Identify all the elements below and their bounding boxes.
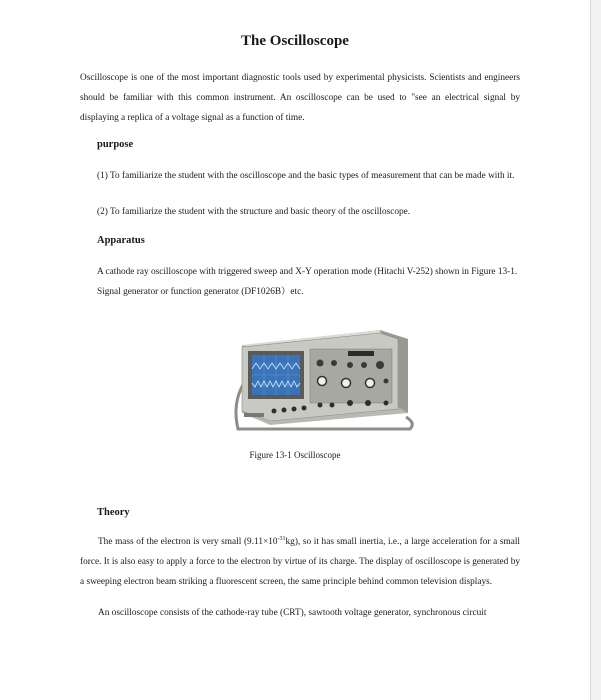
theory-text-b: kg), so it has small inertia, i.e., a large acceleration for a small force. It is also easy to apply a force to the electron by virtue of its charge. The display of oscilloscope is generated by a sweeping electron beam striking a fluorescent screen, the same principle behind common television displays. <box>80 537 520 587</box>
knob <box>317 360 324 367</box>
knob <box>376 361 384 369</box>
theory-text-a: The mass of the electron is very small (9.11×10 <box>98 537 278 547</box>
knob <box>331 360 337 366</box>
purpose-heading: purpose <box>97 139 134 150</box>
theory-paragraph-2: An oscilloscope consists of the cathode-ray tube (CRT), sawtooth voltage generator, synchronous circuit <box>98 608 487 618</box>
page-edge <box>591 0 601 700</box>
knob-large <box>318 377 327 386</box>
foot <box>244 413 264 417</box>
knob-large <box>342 379 351 388</box>
knob <box>384 379 389 384</box>
oscilloscope-image <box>230 325 425 435</box>
page-title: The Oscilloscope <box>241 33 349 49</box>
knob-large <box>366 379 375 388</box>
apparatus-paragraph: A cathode ray oscilloscope with triggered sweep and X-Y operation mode (Hitachi V-252) shown in Figure 13-1. Signal generator or function generator (DF1026B）etc. <box>97 267 518 297</box>
figure-caption: Figure 13-1 Oscilloscope <box>249 450 341 460</box>
knob <box>347 362 353 368</box>
purpose-item-1: (1) To familiarize the student with the oscilloscope and the basic types of measurement that can be made with it. <box>97 171 515 181</box>
knob <box>361 362 367 368</box>
theory-paragraph-1 <box>80 532 520 592</box>
apparatus-heading: Apparatus <box>97 235 145 246</box>
theory-heading: Theory <box>97 507 130 518</box>
brand-plate <box>348 351 374 356</box>
purpose-item-2: (2) To familiarize the student with the structure and basic theory of the oscilloscope. <box>97 207 411 217</box>
exponent: -31 <box>277 535 286 542</box>
intro-paragraph: Oscilloscope is one of the most important diagnostic tools used by experimental physicists. Scientists and engineers should be familiar with this common instrument. An oscilloscope can be used to "see an electrical signal by displaying a replica of a voltage signal as a function of time. <box>80 73 520 123</box>
